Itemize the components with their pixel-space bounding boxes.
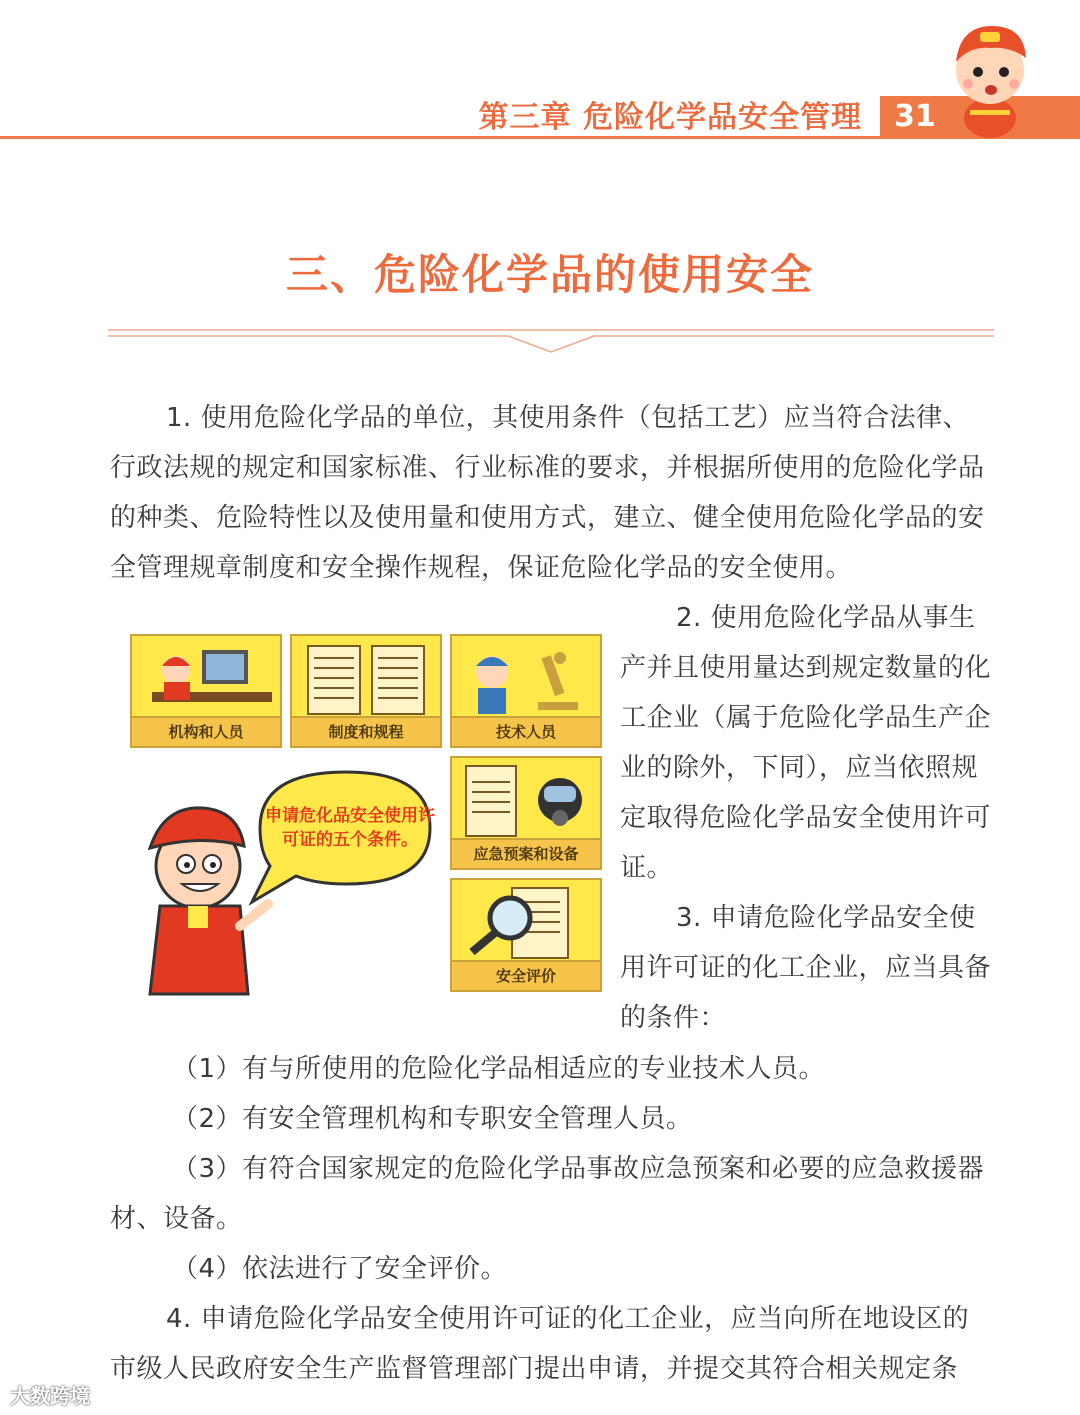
card-emergency xyxy=(450,756,602,870)
paragraph-4: 4. 申请危险化学品安全使用许可证的化工企业，应当向所在地设区的市级人民政府安全生产监督管理部门提出申请，并提交其符合相关规定条 xyxy=(110,1304,970,1384)
scientist-microscope-icon xyxy=(452,636,600,720)
card-label: 制度和规程 xyxy=(292,716,440,746)
magnifier-icon xyxy=(452,880,600,964)
card-technicians xyxy=(450,634,602,748)
chapter-title: 第三章 危险化学品安全管理 xyxy=(478,100,862,135)
paragraph-3: 3. 申请危险化学品安全使用许可证的化工企业，应当具备的条件： xyxy=(620,903,992,1033)
card-label: 技术人员 xyxy=(452,716,600,746)
condition-2: （2）有安全管理机构和专职安全管理人员。 xyxy=(172,1104,693,1134)
condition-4: （4）依法进行了安全评价。 xyxy=(172,1254,508,1284)
office-worker-icon xyxy=(132,636,280,720)
card-label: 安全评价 xyxy=(452,960,600,990)
document-icon xyxy=(292,636,440,720)
section-title: 三、危险化学品的使用安全 xyxy=(285,250,814,299)
condition-1: （1）有与所使用的危险化学品相适应的专业技术人员。 xyxy=(172,1054,826,1084)
card-label: 机构和人员 xyxy=(132,716,280,746)
card-label: 应急预案和设备 xyxy=(452,838,600,868)
card-organization xyxy=(130,634,282,748)
gas-mask-icon xyxy=(452,758,600,842)
watermark: 大数跨境 xyxy=(10,1384,90,1408)
firefighter-mascot-icon xyxy=(940,14,1040,138)
speech-bubble-text: 申请危化品安全使用许可证的五个条件。 xyxy=(265,806,435,850)
title-divider xyxy=(108,326,994,356)
inspector-character-icon xyxy=(120,756,450,1004)
paragraph-1: 1. 使用危险化学品的单位，其使用条件（包括工艺）应当符合法律、行政法规的规定和国家标准、行业标准的要求，并根据所使用的危险化学品的种类、危险特性以及使用量和使用方式，建立、健全使用危险化学品的安全管理规章制度和安全操作规程，保证危险化学品的安全使用。 xyxy=(110,403,985,583)
condition-3: （3）有符合国家规定的危险化学品事故应急预案和必要的应急救援器材、设备。 xyxy=(110,1154,985,1234)
paragraph-2: 2. 使用危险化学品从事生产并且使用量达到规定数量的化工企业（属于危险化学品生产企业的除外，下同），应当依照规定取得危险化学品安全使用许可证。 xyxy=(620,603,992,883)
card-regulations xyxy=(290,634,442,748)
permit-conditions-illustration xyxy=(120,626,610,1004)
card-evaluation xyxy=(450,878,602,992)
page-number: 31 xyxy=(894,99,936,134)
